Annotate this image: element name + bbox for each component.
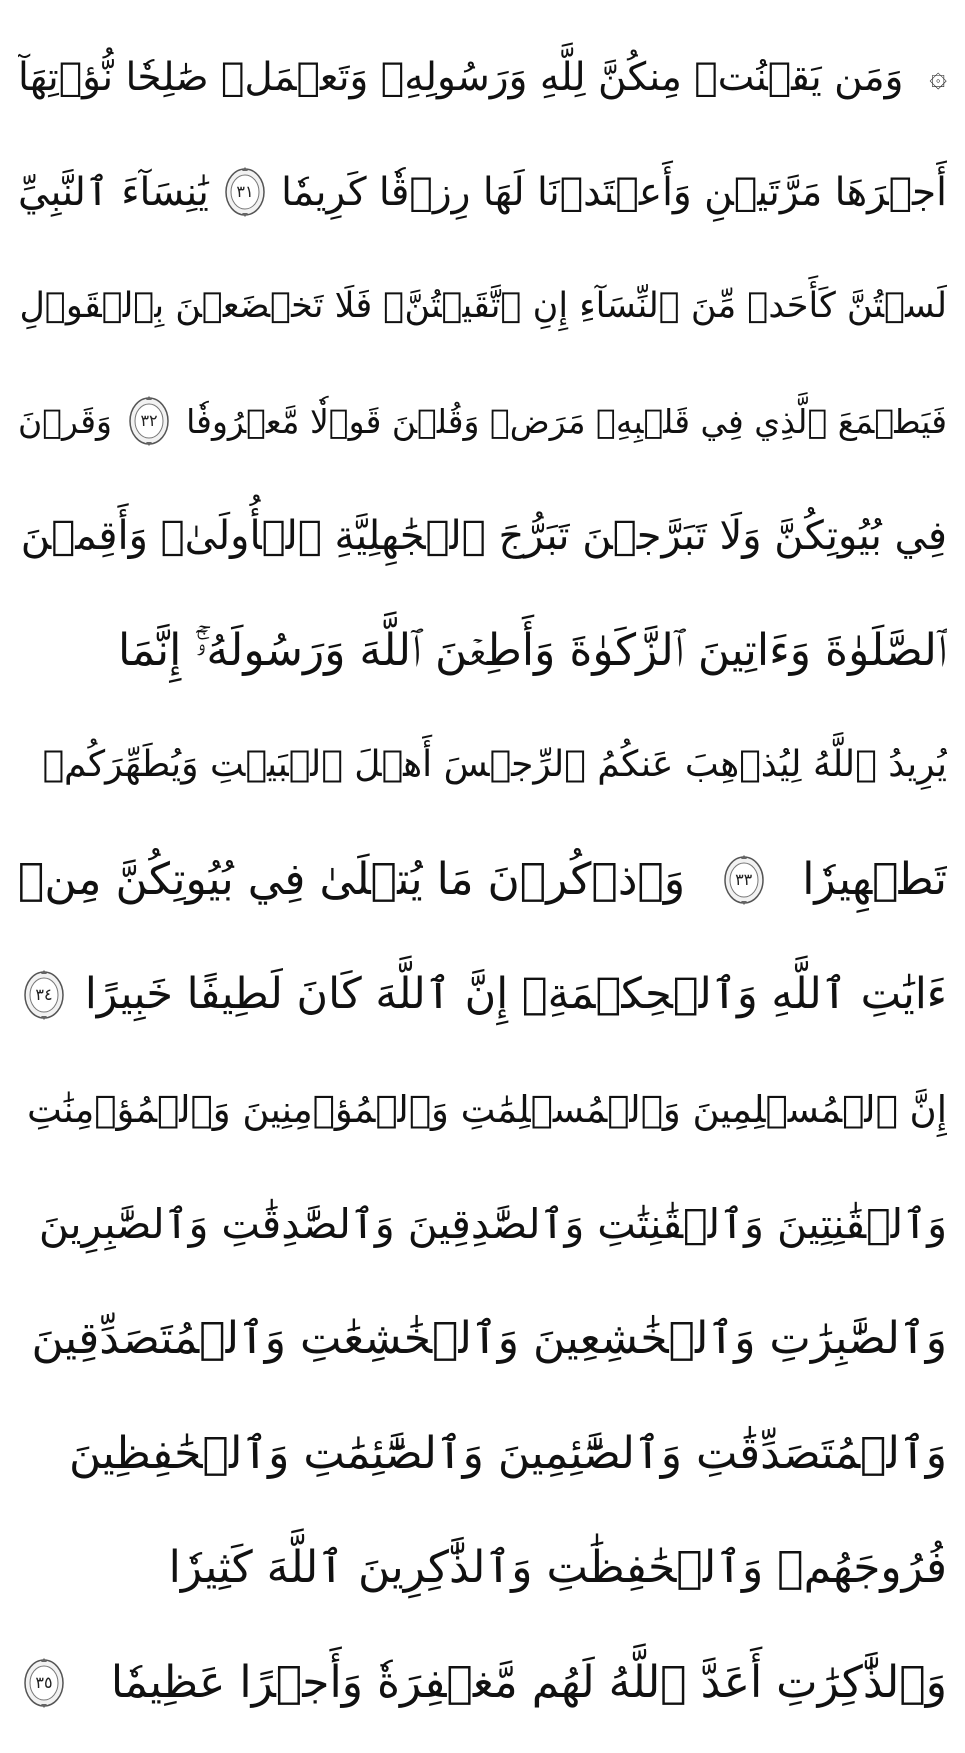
ayah-number-marker: ٣٢ <box>127 395 171 447</box>
verse-line-5 <box>18 479 947 594</box>
verse-text: فُرُوجَهُمۡ وَٱلۡحَٰفِظَٰتِ وَٱلذَّٰكِرِينَ ٱللَّهَ كَثِيرٗا <box>168 1542 947 1594</box>
verse-text: فَيَطۡمَعَ ٱلَّذِي فِي قَلۡبِهِۦ مَرَضٞ وَقُلۡنَ قَوۡلٗا مَّعۡرُوفٗا <box>186 401 947 441</box>
verse-line-12 <box>18 1282 947 1397</box>
verse-line-2 <box>18 135 947 250</box>
verse-text: ٱلصَّلَوٰةَ وَءَاتِينَ ٱلزَّكَوٰةَ وَأَطِعۡنَ ٱللَّهَ وَرَسُولَهُۥٓۚ إِنَّمَا <box>118 624 947 676</box>
ayah-number-marker: ٣١ <box>223 166 267 218</box>
verse-line-13 <box>18 1396 947 1511</box>
ayah-number-marker: ٣٥ <box>22 1657 66 1709</box>
verse-text: ءَايَٰتِ ٱللَّهِ وَٱلۡحِكۡمَةِۚ إِنَّ ٱللَّهَ كَانَ لَطِيفًا خَبِيرًا <box>84 969 947 1020</box>
verse-text: يَٰنِسَآءَ ٱلنَّبِيِّ <box>18 169 209 215</box>
verse-text: يُرِيدُ ٱللَّهُ لِيُذۡهِبَ عَنكُمُ ٱلرِّجۡسَ أَهۡلَ ٱلۡبَيۡتِ وَيُطَهِّرَكُمۡ <box>42 744 947 786</box>
ayah-number-marker: ٣٣ <box>722 854 766 906</box>
verse-text: وَٱلۡقَٰنِتِينَ وَٱلۡقَٰنِتَٰتِ وَٱلصَّٰدِقِينَ وَٱلصَّٰدِقَٰتِ وَٱلصَّٰبِرِينَ <box>38 1199 947 1248</box>
verse-line-10 <box>18 1052 947 1167</box>
verse-line-15 <box>18 1626 947 1741</box>
verse-line-7 <box>18 708 947 823</box>
verse-line-14 <box>18 1511 947 1626</box>
verse-text: وَٱلذَّٰكِرَٰتِ أَعَدَّ ٱللَّهُ لَهُم مَّغۡفِرَةٗ وَأَجۡرًا عَظِيمٗا <box>110 1656 947 1708</box>
verse-text: أَجۡرَهَا مَرَّتَيۡنِ وَأَعۡتَدۡنَا لَهَا رِزۡقٗا كَرِيمٗا <box>281 169 947 215</box>
verse-line-8 <box>18 823 947 938</box>
verse-line-6 <box>18 593 947 708</box>
verse-text: إِنَّ ٱلۡمُسۡلِمِينَ وَٱلۡمُسۡلِمَٰتِ وَٱلۡمُؤۡمِنِينَ وَٱلۡمُؤۡمِنَٰتِ <box>26 1088 947 1132</box>
verse-text: وَمَن يَقۡنُتۡ مِنكُنَّ لِلَّهِ وَرَسُولِهِۦ وَتَعۡمَلۡ صَٰلِحٗا نُّؤۡتِهَآ <box>18 54 904 100</box>
verse-text: لَسۡتُنَّ كَأَحَدٖ مِّنَ ٱلنِّسَآءِ إِنِ ٱتَّقَيۡتُنَّۚ فَلَا تَخۡضَعۡنَ بِٱلۡقَوۡلِ <box>19 286 947 327</box>
verse-text: وَٱذۡكُرۡنَ مَا يُتۡلَىٰ فِي بُيُوتِكُنَّ مِنۡ <box>18 854 686 906</box>
verse-text: وَٱلۡمُتَصَدِّقَٰتِ وَٱلصَّٰٓئِمِينَ وَٱلصَّٰٓئِمَٰتِ وَٱلۡحَٰفِظِينَ <box>69 1427 947 1479</box>
ayah-number-marker: ٣٤ <box>22 969 66 1021</box>
verse-text: وَقَرۡنَ <box>18 401 112 441</box>
verse-text: تَطۡهِيرٗا <box>802 854 947 906</box>
verse-lines <box>18 20 947 1741</box>
verse-line-11 <box>18 1167 947 1282</box>
hizb-star-icon: ۞ <box>929 59 947 95</box>
verse-line-3 <box>18 249 947 364</box>
verse-line-1 <box>18 20 947 135</box>
verse-line-9 <box>18 938 947 1053</box>
verse-line-4 <box>18 364 947 479</box>
verse-text: وَٱلصَّٰبِرَٰتِ وَٱلۡخَٰشِعِينَ وَٱلۡخَٰشِعَٰتِ وَٱلۡمُتَصَدِّقِينَ <box>31 1312 947 1364</box>
verse-text: فِي بُيُوتِكُنَّ وَلَا تَبَرَّجۡنَ تَبَرُّجَ ٱلۡجَٰهِلِيَّةِ ٱلۡأُولَىٰۖ وَأَقِمۡنَ <box>20 513 947 560</box>
